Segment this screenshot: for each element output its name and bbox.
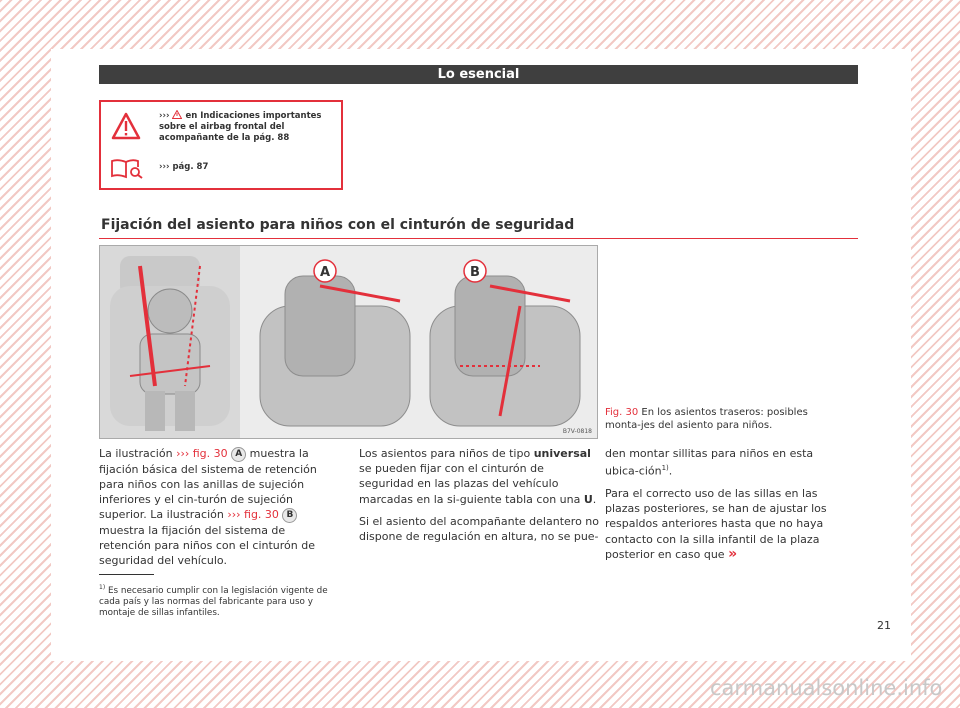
col2-text-1: Los asientos para niños de tipo [359,447,534,460]
footnote-divider [99,574,154,575]
manual-page [51,49,911,661]
figure-caption-text: En los asientos traseros: posibles monta-jes del asiento para niños. [605,407,808,431]
warning-triangle-icon [111,112,141,140]
col1-text-3: muestra la fijación del sistema de retención para niños con el cinturón de seguridad del vehículo. [99,523,315,568]
page-number: 21 [877,619,891,632]
footnote [99,582,344,620]
col2-text-2: se pueden fijar con el cinturón de seguridad en las plazas del vehículo marcadas en la si-guiente tabla con una [359,462,584,506]
watermark: carmanualsonline.info [710,676,943,700]
col3-paragraph-2: Para el correcto uso de las sillas en las plazas posteriores, se han de ajustar los respaldos anteriores hasta que no haya contacto con la silla infantil de la plaza posterior en caso que [605,487,827,561]
footnote-text: Es necesario cumplir con la legislación vigente de cada país y las normas del fabricante para uso y montaje de sillas infantiles. [99,585,328,619]
page-header: Lo esencial [99,65,858,84]
arrow-ref: ››› [159,111,170,121]
section-title: Fijación del asiento para niños con el cinturón de seguridad [101,217,575,233]
fig-ref-link-1[interactable]: ››› fig. 30 [176,447,228,460]
manual-book-icon [110,157,144,179]
page-ref[interactable]: ››› pág. 87 [159,162,209,172]
continue-arrow: » [728,545,738,562]
universal-term: universal [533,447,591,460]
warning-link-text[interactable]: en Indicaciones importantes sobre el airbag frontal del acompañante de la pág. 88 [159,111,322,143]
figure-number: Fig. 30 [605,407,639,418]
col1-text-1: La ilustración [99,447,177,460]
figure-code: B7V-0818 [562,428,592,435]
warning-box [99,100,343,190]
warning-text [159,110,337,144]
col3-text-end: . [668,464,673,478]
figure-caption [605,406,845,432]
column-2 [359,446,599,551]
column-3 [605,446,845,569]
callout-b: B [282,508,297,523]
col1-text-2: muestra la fijación básica del sistema de retención para niños con las anillas de sujeción inferiores y el cin-turón de sujeción superior. La ilustración [99,447,317,522]
col2-text-3: . [592,492,597,506]
col2-paragraph-2: Si el asiento del acompañante delantero no dispone de regulación en altura, no se pue- [359,514,599,544]
callout-a: A [231,447,246,462]
footnote-ref: 1) [661,464,669,473]
section-divider [99,238,858,239]
u-mark: U [583,492,593,506]
label-b: B [470,265,480,280]
column-1 [99,446,339,575]
footnote-mark: 1) [99,584,106,591]
label-a: A [319,265,331,280]
fig-ref-link-2[interactable]: ››› fig. 30 [227,508,279,522]
small-warning-icon [172,110,182,119]
col3-text-1: den montar sillitas para niños en esta ubica-ción [605,447,814,478]
child-seat-illustration [100,246,597,438]
child-seat-figure [99,245,598,439]
